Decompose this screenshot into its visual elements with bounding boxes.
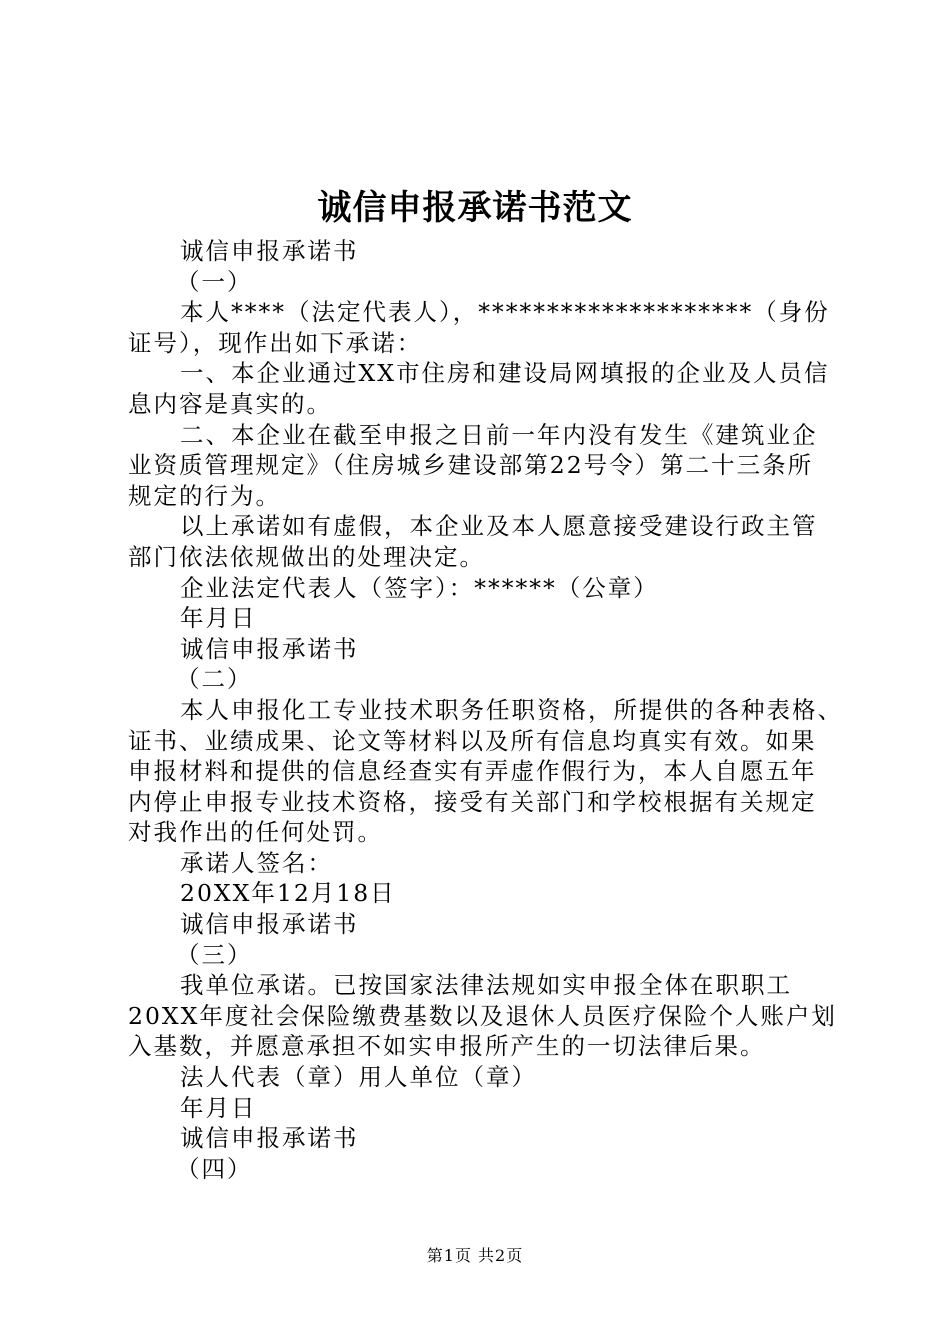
body-line: 业资质管理规定》（住房城乡建设部第22号令）第二十三条所 — [128, 451, 814, 480]
date-line: 年月日 — [180, 1093, 257, 1122]
section-heading: 诚信申报承诺书 — [180, 237, 359, 265]
body-line: 入基数，并愿意承担不如实申报所产生的一切法律后果。 — [128, 1032, 766, 1061]
body-line: 对我作出的任何处罚。 — [128, 818, 383, 847]
signature-line: 企业法定代表人（签字）：******（公章） — [180, 573, 659, 602]
section-number: （四） — [176, 1154, 253, 1183]
section-number: （二） — [176, 665, 253, 694]
body-line: 规定的行为。 — [128, 481, 281, 510]
section-number: （三） — [176, 940, 253, 969]
section-heading: 诚信申报承诺书 — [180, 634, 359, 663]
body-line: 证号），现作出如下承诺： — [128, 328, 423, 357]
body-line: 一、本企业通过XX市住房和建设局网填报的企业及人员信 — [180, 359, 830, 388]
body-line: 部门依法依规做出的处理决定。 — [128, 542, 485, 571]
body-line: 申报材料和提供的信息经查实有弄虚作假行为，本人自愿五年 — [128, 757, 817, 786]
section-heading: 诚信申报承诺书 — [180, 910, 359, 939]
date-line: 年月日 — [180, 604, 257, 633]
body-line: 内停止申报专业技术资格，接受有关部门和学校根据有关规定 — [128, 787, 817, 816]
date-line: 20XX年12月18日 — [180, 879, 396, 908]
body-line: 我单位承诺。已按国家法律法规如实申报全体在职职工 — [180, 971, 792, 1000]
body-line: 证书、业绩成果、论文等材料以及所有信息均真实有效。如果 — [128, 726, 817, 755]
body-line: 本人申报化工专业技术职务任职资格，所提供的各种表格、 — [180, 695, 843, 724]
section-heading: 诚信申报承诺书 — [180, 1124, 359, 1153]
body-line: 息内容是真实的。 — [128, 389, 332, 418]
body-line: 二、本企业在截至申报之日前一年内没有发生《建筑业企 — [180, 420, 818, 449]
body-line: 以上承诺如有虚假，本企业及本人愿意接受建设行政主管 — [180, 512, 818, 541]
signature-line: 法人代表（章）用人单位（章） — [180, 1063, 537, 1092]
body-line: 本人****（法定代表人），********************（身份 — [180, 298, 830, 327]
document-body — [128, 236, 843, 1184]
page-footer: 第1页 共2页 — [426, 1246, 524, 1265]
body-line: 20XX年度社会保险缴费基数以及退休人员医疗保险个人账户划 — [128, 1001, 837, 1030]
section-number: （一） — [176, 267, 253, 296]
document-title: 诚信申报承诺书范文 — [317, 188, 633, 228]
signature-line: 承诺人签名： — [180, 848, 333, 877]
